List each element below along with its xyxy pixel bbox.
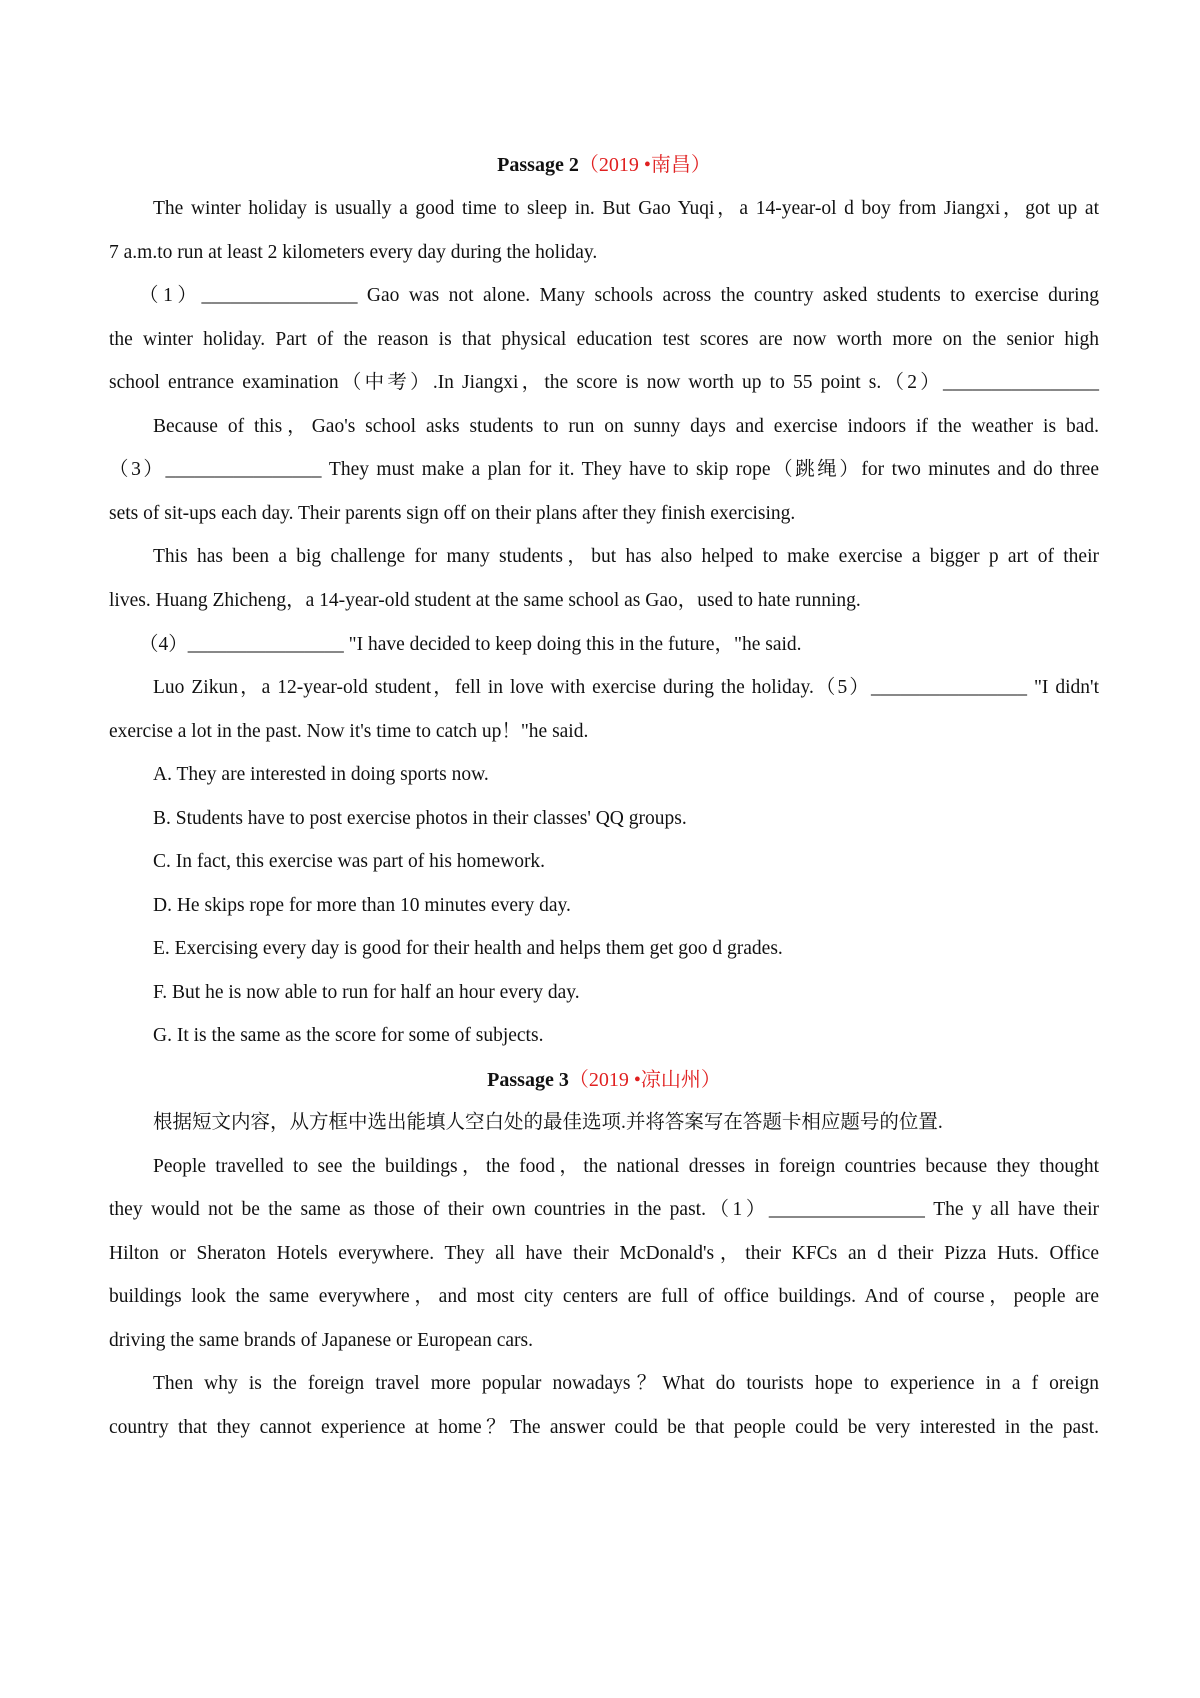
option-g: G. It is the same as the score for some of subjects. [153,1025,544,1046]
p2-line-4: the winter holiday. Part of the reason is that physical education test scores are now worth more on the senior high [109,329,1099,350]
passage2-heading [109,150,1099,180]
option-a: A. They are interested in doing sports now. [153,764,489,785]
p2-line-5: school entrance examination（中考）.In Jiangxi，the score is now worth up to 55 point s.（2）________________ [109,372,1099,393]
p2-line-10: lives. Huang Zhicheng，a 14-year-old student at the same school as Gao，used to hate running. [109,590,861,611]
p3-line-3: Hilton or Sheraton Hotels everywhere. They all have their McDonald's，their KFCs an d their Pizza Huts. Office [109,1243,1099,1264]
passage3-instruction: 根据短文内容，从方框中选出能填人空白处的最佳选项.并将答案写在答题卡相应题号的位置. [153,1112,943,1133]
p2-line-11: （4）________________ "I have decided to keep doing this in the future，"he said. [139,634,802,655]
p3-line-7: country that they cannot experience at home？The answer could be that people could be very interested in the past. [109,1417,1099,1438]
p2-line-3: （1）________________ Gao was not alone. Many schools across the country asked students to exercise during [139,285,1099,306]
passage3-title: Passage 3 [487,1069,569,1091]
p3-line-1: People travelled to see the buildings，the food，the national dresses in foreign countries because they thought [153,1156,1099,1177]
passage3-heading [109,1065,1099,1095]
p2-line-7: （3）________________ They must make a plan for it. They have to skip rope（跳绳）for two minutes and do three [109,459,1099,480]
p2-line-12: Luo Zikun，a 12-year-old student，fell in love with exercise during the holiday.（5）________________ "I didn't [153,677,1099,698]
option-b: B. Students have to post exercise photos in their classes' QQ groups. [153,808,687,829]
p2-line-13: exercise a lot in the past. Now it's time to catch up！"he said. [109,721,589,742]
p2-line-8: sets of sit-ups each day. Their parents sign off on their plans after they finish exercising. [109,503,796,524]
p2-line-6: Because of this，Gao's school asks students to run on sunny days and exercise indoors if the weather is bad. [153,416,1099,437]
passage2-title: Passage 2 [497,154,579,176]
passage3-source: （2019 •凉山州） [568,1069,721,1091]
passage2-source: （2019 •南昌） [578,154,711,176]
p3-line-5: driving the same brands of Japanese or European cars. [109,1330,533,1351]
p2-line-9: This has been a big challenge for many students，but has also helped to make exercise a bigger p art of their [153,546,1099,567]
p3-line-6: Then why is the foreign travel more popular nowadays？What do tourists hope to experience in a f oreign [153,1373,1099,1394]
option-d: D. He skips rope for more than 10 minutes every day. [153,895,571,916]
p3-line-4: buildings look the same everywhere，and most city centers are full of office buildings. And of course，people are [109,1286,1099,1307]
p3-line-2: they would not be the same as those of their own countries in the past.（1）________________ The y all have their [109,1199,1099,1220]
option-c: C. In fact, this exercise was part of his homework. [153,851,546,872]
option-e: E. Exercising every day is good for their health and helps them get goo d grades. [153,938,783,959]
p2-line-1: The winter holiday is usually a good time to sleep in. But Gao Yuqi，a 14-year-ol d boy from Jiangxi，got up at [153,198,1099,219]
option-f: F. But he is now able to run for half an hour every day. [153,982,580,1003]
p2-line-2: 7 a.m.to run at least 2 kilometers every day during the holiday. [109,242,598,263]
